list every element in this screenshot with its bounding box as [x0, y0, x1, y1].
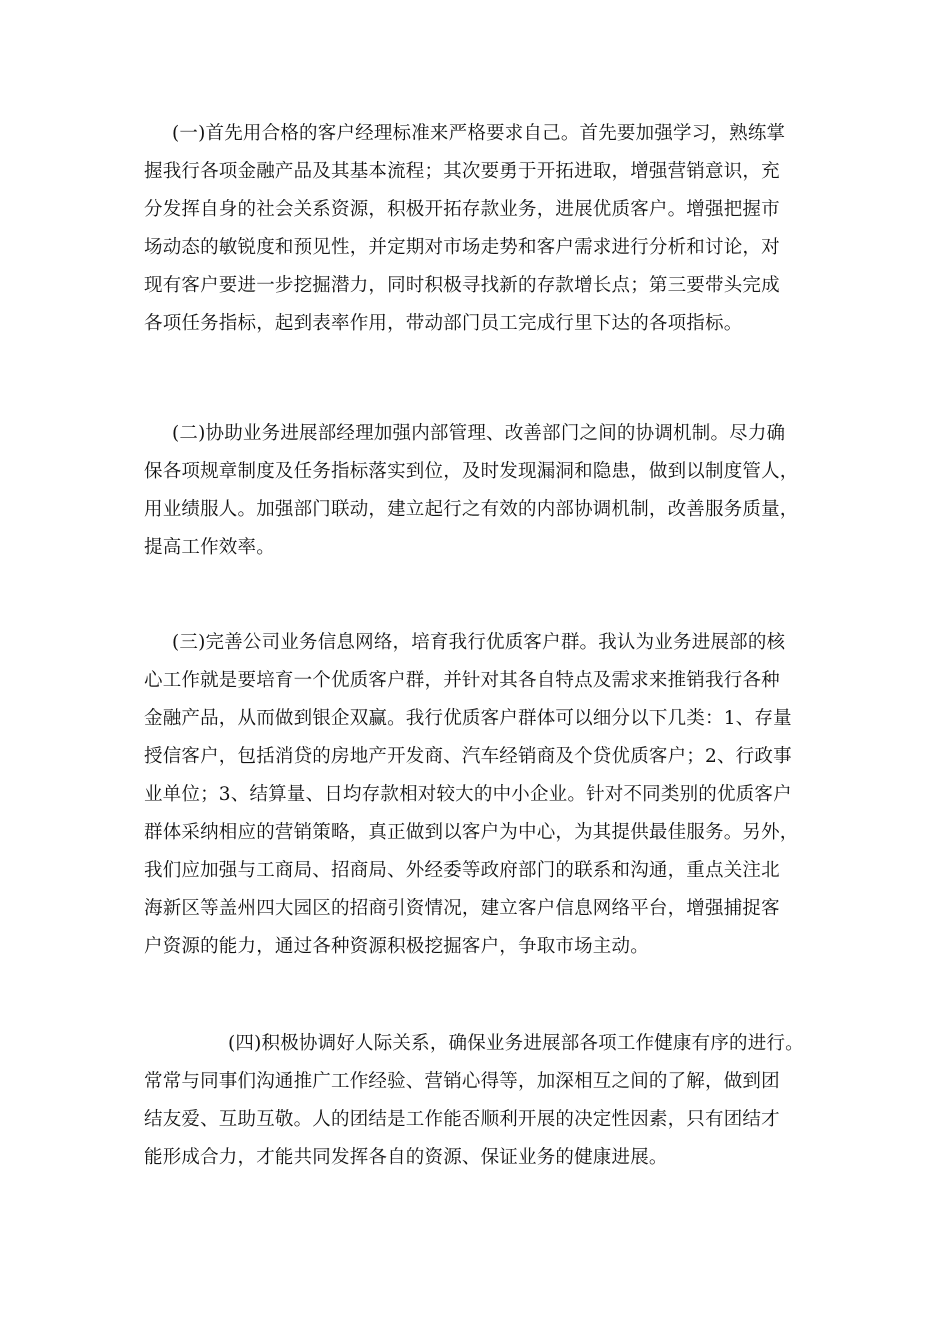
paragraph-line: (一)首先用合格的客户经理标准来严格要求自己。首先要加强学习，熟练掌: [172, 123, 786, 144]
paragraph-line: 户资源的能力，通过各种资源积极挖掘客户，争取市场主动。: [144, 936, 649, 957]
paragraph-4: [144, 1025, 824, 1177]
paragraph-line: 群体采纳相应的营销策略，真正做到以客户为中心，为其提供最佳服务。另外，: [144, 822, 799, 843]
paragraph-line: 保各项规章制度及任务指标落实到位，及时发现漏洞和隐患，做到以制度管人，: [144, 461, 799, 482]
paragraph-1: [144, 115, 824, 343]
paragraph-line: 海新区等盖州四大园区的招商引资情况，建立客户信息网络平台，增强捕捉客: [144, 898, 780, 919]
paragraph-line: 我们应加强与工商局、招商局、外经委等政府部门的联系和沟通，重点关注北: [144, 860, 780, 881]
paragraph-line: 能形成合力，才能共同发挥各自的资源、保证业务的健康进展。: [144, 1147, 668, 1168]
paragraph-3: [144, 624, 824, 966]
paragraph-line: 业单位；3、结算量、日均存款相对较大的中小企业。针对不同类别的优质客户: [144, 784, 792, 805]
paragraph-line: (三)完善公司业务信息网络，培育我行优质客户群。我认为业务进展部的核: [172, 632, 786, 653]
paragraph-line: (四)积极协调好人际关系，确保业务进展部各项工作健康有序的进行。: [228, 1033, 804, 1054]
paragraph-line: 金融产品，从而做到银企双赢。我行优质客户群体可以细分以下几类：1、存量: [144, 708, 792, 729]
paragraph-line: 场动态的敏锐度和预见性，并定期对市场走势和客户需求进行分析和讨论，对: [144, 237, 780, 258]
paragraph-line: 分发挥自身的社会关系资源，积极开拓存款业务，进展优质客户。增强把握市: [144, 199, 780, 220]
paragraph-line: 握我行各项金融产品及其基本流程；其次要勇于开拓进取，增强营销意识，充: [144, 161, 780, 182]
paragraph-2: [144, 415, 824, 567]
paragraph-line: 授信客户，包括消贷的房地产开发商、汽车经销商及个贷优质客户；2、行政事: [144, 746, 792, 767]
paragraph-line: (二)协助业务进展部经理加强内部管理、改善部门之间的协调机制。尽力确: [172, 423, 786, 444]
paragraph-line: 现有客户要进一步挖掘潜力，同时积极寻找新的存款增长点；第三要带头完成: [144, 275, 780, 296]
paragraph-line: 用业绩服人。加强部门联动，建立起行之有效的内部协调机制，改善服务质量，: [144, 499, 799, 520]
paragraph-line: 常常与同事们沟通推广工作经验、营销心得等，加深相互之间的了解，做到团: [144, 1071, 780, 1092]
paragraph-line: 结友爱、互助互敬。人的团结是工作能否顺利开展的决定性因素，只有团结才: [144, 1109, 780, 1130]
paragraph-line: 提高工作效率。: [144, 537, 275, 558]
paragraph-line: 各项任务指标，起到表率作用，带动部门员工完成行里下达的各项指标。: [144, 313, 743, 334]
paragraph-line: 心工作就是要培育一个优质客户群，并针对其各自特点及需求来推销我行各种: [144, 670, 780, 691]
